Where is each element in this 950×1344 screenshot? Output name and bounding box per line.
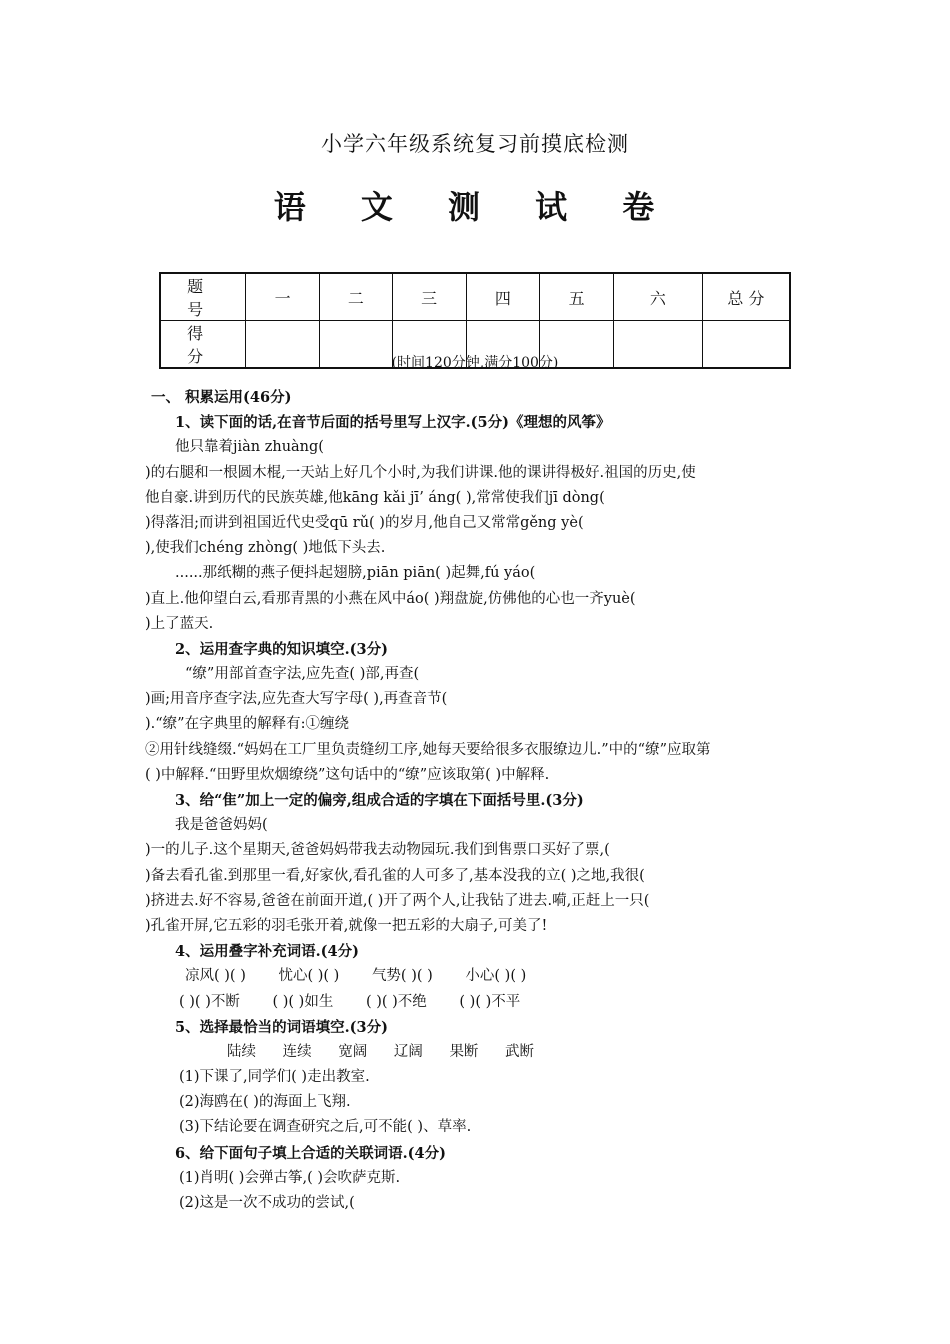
overlap-word: ( )( )不断 [179,993,240,1010]
question-line: (3)下结论要在调查研究之后,可不能( )、草率. [179,1119,472,1136]
time-info: (时间120分钟,满分100分) [391,355,559,371]
overlap-word: ( )( )不平 [459,993,521,1010]
exam-subtitle: 小学六年级系统复习前摸底检测 [321,132,629,156]
overlap-word: 凉风( )( ) [185,968,246,985]
question-heading: 6、给下面句子填上合适的关联词语.(4分) [175,1144,446,1162]
passage-line: 他自豪.讲到历代的民族英雄,他kāng kǎi jī’ áng( ),常常使我们jī dòng( [145,489,605,506]
word-choice: 辽阔 [393,1043,423,1060]
score-header-cell: 五 [540,273,614,321]
question-heading: 5、选择最恰当的词语填空.(3分) [175,1018,388,1036]
passage-line: ......那纸糊的燕子便抖起翅膀,piān piān( )起舞,fú yáo( [175,565,536,582]
score-table-header-row [160,273,790,321]
question-heading: 1、读下面的话,在音节后面的括号里写上汉字.(5分)《理想的风筝》 [175,414,611,432]
passage-line: )的右腿和一根圆木棍,一天站上好几个小时,为我们讲课.他的课讲得极好.祖国的历史,使 [145,464,696,481]
exam-content [145,385,810,1216]
passage-line: ),使我们chéng zhòng( )地低下头去. [145,540,386,557]
overlap-word: 忧心( )( ) [278,968,340,985]
question-line: ②用针线缝缀.“妈妈在工厂里负责缝纫工序,她每天要给很多衣服缭边儿.”中的“缭”应取第 [145,741,711,758]
score-header-total: 总 分 [702,273,790,321]
question-line: (1)肖明( )会弹古筝,( )会吹萨克斯. [179,1169,401,1186]
passage-line: )孔雀开屏,它五彩的羽毛张开着,就像一把五彩的大扇子,可美了! [145,917,548,934]
overlap-word: ( )( )如生 [272,993,334,1010]
score-header-label: 题 号 [160,273,246,321]
score-header-cell: 一 [246,273,320,321]
question-line: (2)这是一次不成功的尝试,( [179,1195,355,1211]
question-line: ).“缭”在字典里的解释有:①缠绕 [145,716,349,733]
passage-line: )直上.他仰望白云,看那青黑的小燕在风中áo( )翔盘旋,仿佛他的心也一齐yuè( [145,590,636,607]
word-choice: 果断 [449,1043,479,1060]
overlap-words-row [145,990,810,1015]
word-choice: 陆续 [227,1043,256,1060]
overlap-word: 小心( )( ) [465,968,527,985]
word-choice: 宽阔 [338,1043,368,1060]
question-line: (1)下课了,同学们( )走出教室. [179,1069,370,1086]
overlap-words-row [145,964,810,989]
passage-line: 我是爸爸妈妈( [175,817,268,834]
overlap-word: ( )( )不绝 [365,993,427,1010]
word-choices [145,1040,810,1065]
score-header-cell: 二 [320,273,393,321]
question-line: (2)海鸥在( )的海面上飞翔. [179,1094,351,1111]
passage-line: )得落泪;而讲到祖国近代史受qū rǔ( )的岁月,他自己又常常gěng yè( [145,514,584,531]
question-line: )画;用音序查字法,应先查大写字母( ),再查音节( [145,691,448,708]
question-heading: 3、给“隹”加上一定的偏旁,组成合适的字填在下面括号里.(3分) [175,792,584,809]
passage-line: )一的儿子.这个星期天,爸爸妈妈带我去动物园玩.我们到售票口买好了票,( [145,842,610,859]
section-heading: 一、 积累运用(46分) [151,389,292,406]
passage-line: )备去看孔雀.到那里一看,好家伙,看孔雀的人可多了,基本没我的立( )之地,我很( [145,867,645,884]
overlap-word: 气势( )( ) [371,968,433,985]
question-heading: 2、运用查字典的知识填空.(3分) [175,640,388,658]
passage-line: )上了蓝天. [145,615,214,632]
score-header-cell: 三 [392,273,466,321]
score-row-label: 得 分 [160,321,246,369]
word-choice: 武断 [505,1043,535,1060]
word-choice: 连续 [282,1043,312,1060]
score-header-cell: 四 [466,273,540,321]
passage-line: 他只靠着jiàn zhuàng( [175,439,324,456]
exam-title: 语 文 测 试 卷 [273,188,677,226]
question-line: “缭”用部首查字法,应先查( )部,再查( [185,666,420,683]
score-header-cell: 六 [614,273,703,321]
question-line: ( )中解释.“田野里炊烟缭绕”这句话中的“缭”应该取第( )中解释. [145,766,550,783]
passage-line: )挤进去.好不容易,爸爸在前面开道,( )开了两个人,让我钻了进去.嗬,正赶上一只( [145,892,650,909]
question-heading: 4、运用叠字补充词语.(4分) [175,943,359,961]
